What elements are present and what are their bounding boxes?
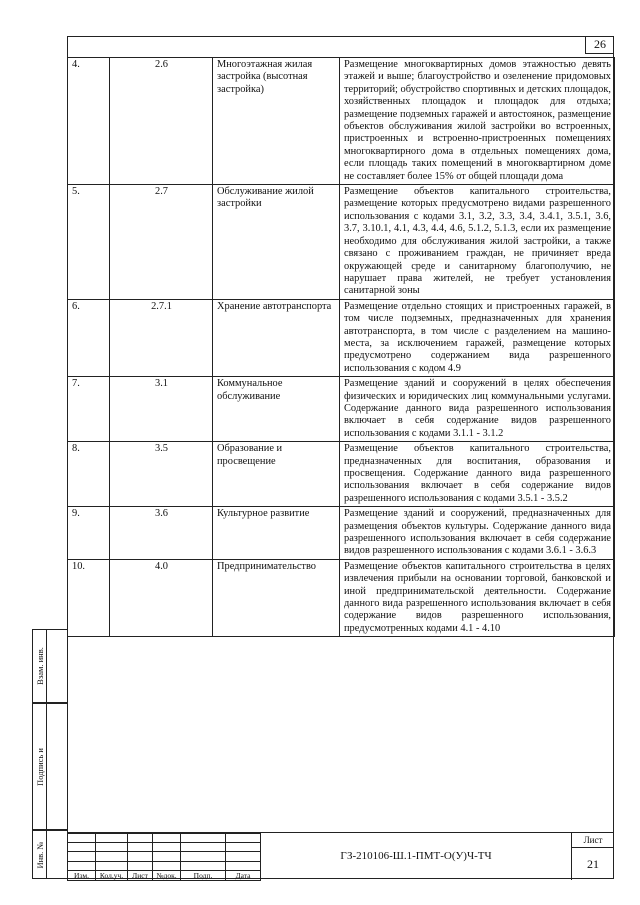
sidebar-podpis [32,703,67,830]
row-number: 4. [68,58,110,185]
table-row [68,185,615,300]
row-description: Размещение многоквартирных домов этажностью девять этажей и выше; благоустройство и озеленение придомовых территорий; обустройство спортивных и детских площадок, хозяйственных площадок и площадок для отдыха; размещение подземных гаражей и автостоянок, размещение объектов обслуживания жилой застройки во встроенных, пристроенных и встроенно-пристроенных помещениях многоквартирного дома в отдельных помещениях дома, если площадь таких помещений в многоквартирном доме не составляет более 15% от общей площади дома [340,58,615,185]
revision-grid [67,833,261,881]
table-row [68,58,615,185]
row-code: 3.1 [110,377,213,442]
document-code: ГЗ-210106-Ш.1-ПМТ-О(У)Ч-ТЧ [260,833,572,880]
sidebar-vzam-label: Взам. инв. [34,647,45,685]
row-description: Размещение объектов капитального строительства, предназначенных для воспитания, образования и просвещения. Содержание данного вида разрешенного использования включает в себя содержание видов разрешенного использования с кодами 3.5.1 - 3.5.2 [340,442,615,507]
row-number: 8. [68,442,110,507]
table-row [68,442,615,507]
titleblock-col-label: Лист [128,870,153,880]
titleblock-col-label: №док. [153,870,181,880]
titleblock-col-label: Подп. [181,870,226,880]
row-number: 6. [68,299,110,376]
row-code: 2.7.1 [110,299,213,376]
row-code: 3.6 [110,507,213,560]
row-code: 3.5 [110,442,213,507]
row-number: 7. [68,377,110,442]
row-name: Обслуживание жилой застройки [213,185,340,300]
zoning-table [67,57,615,637]
sidebar-inv [32,830,67,879]
page-number-top: 26 [585,36,614,54]
titleblock-col-label: Кол.уч. [96,870,128,880]
row-description: Размещение объектов капитального строительства, размещение которых предусмотрено видами разрешенного использования с кодами 3.1, 3.2, 3.3, 3.4, 3.4.1, 3.5.1, 3.6, 3.7, 3.10.1, 4.1, 4.3, 4.4, 4.6, 5.1.2, 5.1.3, если их размещение необходимо для обслуживания жилой застройки, а также связано с проживанием граждан, не причиняет вреда окружающей среде и санитарному благополучию, не нарушает права жителей, не требует установления санитарной зоны [340,185,615,300]
row-number: 5. [68,185,110,300]
titleblock-col-label: Дата [226,870,261,880]
sidebar-vzam [32,629,67,703]
sheet-label: Лист [572,833,614,848]
row-name: Образование и просвещение [213,442,340,507]
sidebar-inv-label: Инв. № [34,840,45,869]
row-name: Хранение автотранспорта [213,299,340,376]
titleblock-col-label: Изм. [68,870,96,880]
row-name: Культурное развитие [213,507,340,560]
row-number: 10. [68,559,110,636]
row-name: Многоэтажная жилая застройка (высотная застройка) [213,58,340,185]
row-number: 9. [68,507,110,560]
table-row [68,377,615,442]
table-row [68,507,615,560]
title-block [67,832,614,879]
row-description: Размещение объектов капитального строительства в целях извлечения прибыли на основании торговой, банковской и иной предпринимательской деятельности. Содержание данного вида разрешенного использования включает в себя содержание видов разрешенного использования, предусмотренных кодами 4.1 - 4.10 [340,559,615,636]
row-description: Размещение отдельно стоящих и пристроенных гаражей, в том числе подземных, предназначенных для хранения автотранспорта, в том числе с разделением на машино-места, за исключением гаражей, размещение которых предусмотрено содержанием вида разрешенного использования с кодом 4.9 [340,299,615,376]
row-code: 2.7 [110,185,213,300]
table-row [68,559,615,636]
row-description: Размещение зданий и сооружений в целях обеспечения физических и юридических лиц коммунальными услугами. Содержание данного вида разрешенного использования включает в себя содержание видов разрешенного использования с кодами 3.1.1 - 3.1.2 [340,377,615,442]
sidebar-podpis-label: Подпись и [34,747,45,786]
row-name: Коммунальное обслуживание [213,377,340,442]
row-description: Размещение зданий и сооружений, предназначенных для размещения объектов культуры. Содержание данного вида разрешенного использования включает в себя содержание видов разрешенного использования с кодами 3.6.1 - 3.6.3 [340,507,615,560]
sheet-number: 21 [587,857,599,871]
row-code: 2.6 [110,58,213,185]
table-row [68,299,615,376]
row-code: 4.0 [110,559,213,636]
row-name: Предпринимательство [213,559,340,636]
